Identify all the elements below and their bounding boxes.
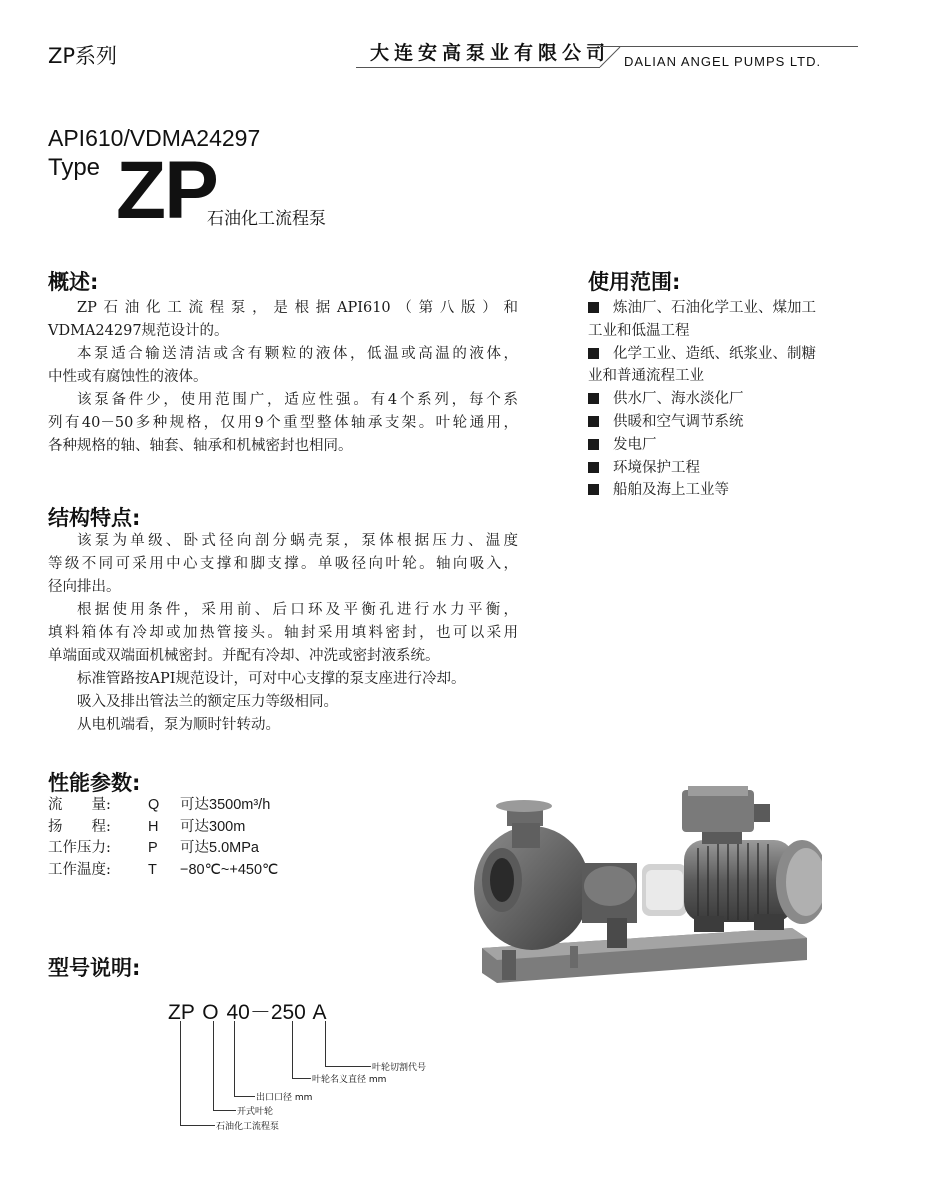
list-item: 环境保护工程: [588, 457, 868, 480]
list-item-continuation: 业和普通流程工业: [588, 368, 704, 385]
structure-heading: 结构特点:: [48, 506, 141, 530]
structure-line: 吸入及排出管法兰的额定压力等级相同。: [77, 694, 338, 710]
square-bullet-icon: [588, 416, 599, 427]
leader-line: [325, 1021, 371, 1067]
list-item: 炼油厂、石油化学工业、煤加工: [588, 297, 868, 320]
overview-heading: 概述:: [48, 270, 99, 294]
structure-line: 该泵为单级、卧式径向剖分蜗壳泵，泵体根据压力、温度: [77, 533, 518, 549]
structure-line: 单端面或双端面机械密封。并配有冷却、冲洗或密封液系统。: [48, 648, 440, 664]
structure-line: 径向排出。: [48, 579, 121, 595]
header-rule-upper: [620, 46, 858, 47]
overview-line: 各种规格的轴、轴套、轴承和机械密封也相同。: [48, 438, 353, 454]
label-impeller-cut: 叶轮切割代号: [372, 1063, 427, 1073]
company-name-cn: 大连安高泵业有限公司: [370, 42, 611, 64]
structure-line: 从电机端看，泵为顺时针转动。: [77, 717, 280, 733]
standard-label: API610/VDMA24297: [48, 125, 261, 151]
label-outlet-diameter: 出口口径 mm: [256, 1093, 313, 1103]
label-open-impeller: 开式叶轮: [237, 1107, 274, 1117]
leader-line: [292, 1021, 311, 1079]
structure-line: 等级不同可采用中心支撑和脚支撑。单吸径向叶轮。轴向吸入，: [48, 556, 518, 572]
square-bullet-icon: [588, 462, 599, 473]
header-rule: [356, 67, 600, 68]
performance-row: 流 量: Q 可达3500m³/h: [48, 797, 271, 813]
overview-text: [48, 297, 518, 458]
overview-line: VDMA24297规范设计的。: [48, 323, 229, 339]
structure-line: 根据使用条件，采用前、后口环及平衡孔进行水力平衡，: [77, 602, 518, 618]
product-name: 石油化工流程泵: [207, 209, 326, 229]
overview-line: 中性或有腐蚀性的液体。: [48, 369, 208, 385]
label-impeller-diameter: 叶轮名义直径 mm: [312, 1075, 387, 1085]
model-explain-heading: 型号说明:: [48, 956, 141, 980]
type-label: Type: [48, 154, 101, 181]
square-bullet-icon: [588, 484, 599, 495]
square-bullet-icon: [588, 302, 599, 313]
list-item: 船舶及海上工业等: [588, 479, 868, 502]
square-bullet-icon: [588, 348, 599, 359]
overview-line: 本泵适合输送清洁或含有颗粒的液体，低温或高温的液体，: [77, 346, 518, 362]
applications-list: [588, 297, 868, 502]
structure-line: 填料箱体有冷却或加热管接头。轴封采用填料密封，也可以采用: [48, 625, 518, 641]
overview-line: 该泵备件少，使用范围广，适应性强。有4个系列，每个系: [77, 392, 518, 408]
performance-row: 扬 程: H 可达300m: [48, 818, 246, 835]
series-label: ZP系列: [48, 44, 118, 68]
square-bullet-icon: [588, 439, 599, 450]
model-title: ZP: [116, 145, 217, 236]
list-item: 供暖和空气调节系统: [588, 411, 868, 434]
performance-row: 工作温度: T −80℃~+450℃: [48, 861, 279, 878]
model-code: ZP O 40－250 A: [168, 1001, 327, 1024]
applications-heading: 使用范围:: [588, 270, 681, 294]
list-item-continuation: 工业和低温工程: [588, 322, 690, 339]
list-item: 发电厂: [588, 434, 868, 457]
list-item: 供水厂、海水淡化厂: [588, 388, 868, 411]
leader-line: [180, 1021, 215, 1126]
label-pump-name: 石油化工流程泵: [216, 1122, 280, 1132]
list-item: 化学工业、造纸、纸浆业、制糖: [588, 343, 868, 366]
pump-illustration: [462, 778, 822, 993]
header-connector: [598, 45, 622, 69]
overview-line: 列有40－50多种规格，仅用9个重型整体轴承支架。叶轮通用，: [48, 415, 518, 431]
leader-line: [213, 1021, 236, 1111]
structure-text: [48, 530, 518, 737]
performance-table: [48, 795, 278, 881]
company-name-en: DALIAN ANGEL PUMPS LTD.: [624, 54, 822, 69]
performance-row: 工作压力: P 可达5.0MPa: [48, 840, 259, 856]
overview-line: ZP石油化工流程泵，是根据API610（第八版）和: [77, 300, 518, 316]
square-bullet-icon: [588, 393, 599, 404]
leader-line: [234, 1021, 255, 1097]
structure-line: 标准管路按API规范设计，可对中心支撑的泵支座进行冷却。: [77, 671, 466, 687]
performance-heading: 性能参数:: [48, 771, 141, 795]
